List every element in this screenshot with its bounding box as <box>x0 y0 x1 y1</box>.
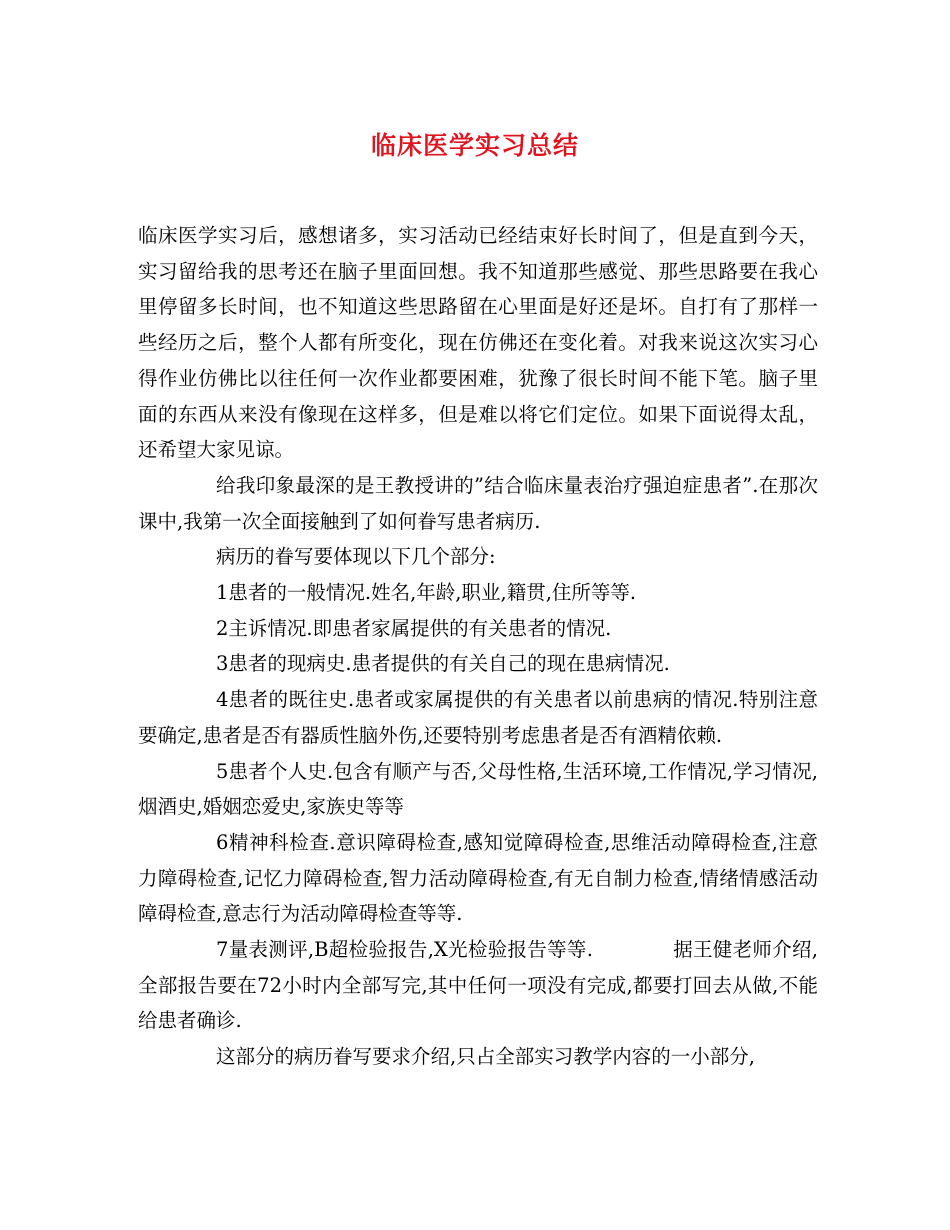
list-item-general: 1患者的一般情况.姓名,年龄,职业,籍贯,住所等等. <box>216 581 637 605</box>
list-item-personal-history: 5患者个人史.包含有顺产与否,父母性格,生活环境,工作情况,学习情况,烟酒史,婚姻恋爱史,家族史等等 <box>138 759 818 819</box>
list-item-psychiatric-exam: 6精神科检查.意识障碍检查,感知觉障碍检查,思维活动障碍检查,注意力障碍检查,记忆力障碍检查,智力活动障碍检查,有无自制力检查,情绪情感活动障碍检查,意志行为活动障碍检查等等. <box>138 830 818 926</box>
document-body <box>138 218 818 1075</box>
list-item-present-illness: 3患者的现病史.患者提供的有关自己的现在患病情况. <box>216 652 670 676</box>
list-item-assessment <box>138 932 818 1039</box>
paragraph-impression: 给我印象最深的是王教授讲的”结合临床量表治疗强迫症患者”.在那次课中,我第一次全面接触到了如何眷写患者病历. <box>138 473 818 533</box>
document-title: 临床医学实习总结 <box>370 131 579 160</box>
paragraph-record-parts: 病历的眷写要体现以下几个部分: <box>216 545 496 569</box>
paragraph-teacher-note: 据王健老师介绍,全部报告要在72小时内全部写完,其中任何一项没有完成,都要打回去从做,不能给患者确诊. <box>138 938 818 1033</box>
paragraph-intro: 临床医学实习后，感想诸多，实习活动已经结束好长时间了，但是直到今天，实习留给我的思考还在脑子里面回想。我不知道那些感觉、那些思路要在我心里停留多长时间，也不知道这些思路留在心里面是好还是坏。自打有了那样一些经历之后，整个人都有所变化，现在仿佛还在变化着。对我来说这次实习心得作业仿佛比以往任何一次作业都要困难，犹豫了很长时间不能下笔。脑子里面的东西从来没有像现在这样多，但是难以将它们定位。如果下面说得太乱，还希望大家见谅。 <box>138 224 818 462</box>
list-item-complaint: 2主诉情况.即患者家属提供的有关患者的情况. <box>216 616 612 640</box>
paragraph-summary: 这部分的病历眷写要求介绍,只占全部实习教学内容的一小部分, <box>216 1045 755 1069</box>
list-item-past-history: 4患者的既往史.患者或家属提供的有关患者以前患病的情况.特别注意要确定,患者是否有器质性脑外伤,还要特别考虑患者是否有酒精依赖. <box>138 688 818 747</box>
list-item-assessment-text: 7量表测评,B超检验报告,X光检验报告等等. <box>216 938 593 962</box>
